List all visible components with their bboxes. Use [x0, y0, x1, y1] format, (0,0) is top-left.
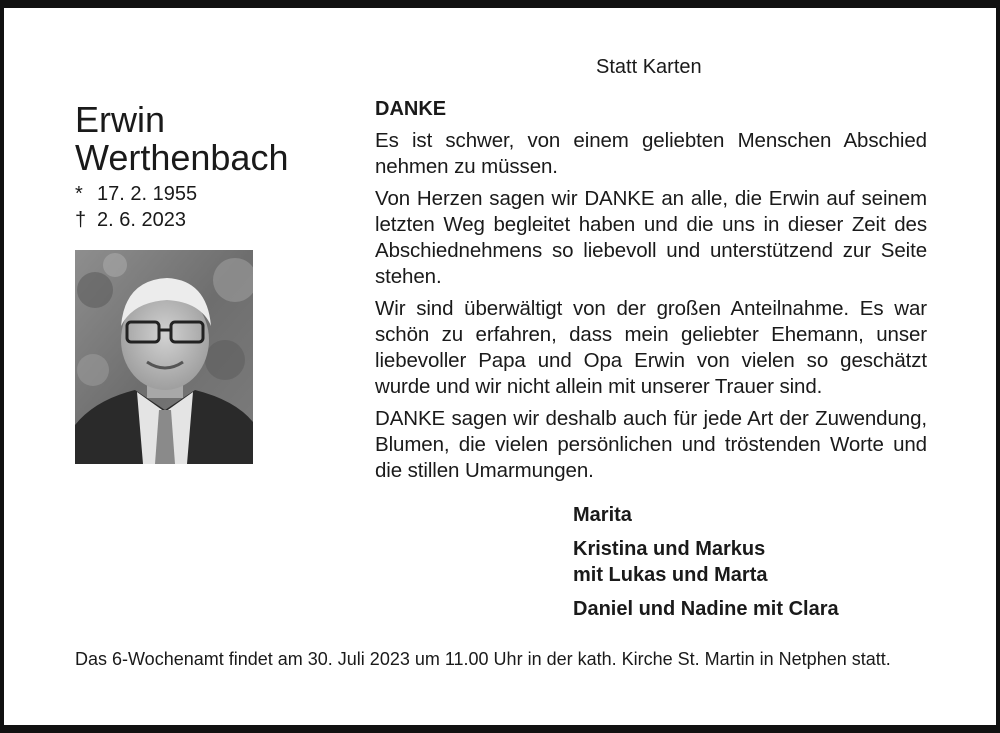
header-note: Statt Karten — [596, 56, 702, 78]
signature-2 — [573, 536, 839, 588]
birth-date: 17. 2. 1955 — [97, 183, 198, 205]
message-column — [375, 96, 927, 490]
last-name: Werthenbach — [75, 137, 289, 178]
life-dates — [75, 181, 197, 233]
message-paragraph: Es ist schwer, von einem geliebten Menschen Abschied nehmen zu müssen. — [375, 129, 927, 178]
death-line — [75, 207, 197, 233]
birth-symbol: * — [75, 183, 83, 205]
deceased-name — [75, 101, 288, 177]
signature-2-line-2: mit Lukas und Marta — [573, 564, 768, 586]
signatures — [573, 502, 839, 630]
message-paragraph: Von Herzen sagen wir DANKE an alle, die Erwin auf seinem letzten Weg begleitet haben und die uns in dieser Zeit des Abschiednehmens so liebevoll und unterstützend zur Seite stehen. — [375, 187, 927, 288]
message-paragraph: DANKE sagen wir deshalb auch für jede Art der Zuwendung, Blumen, die vielen persönlichen und tröstenden Worte und die stillen Umarmungen. — [375, 407, 927, 482]
signature-1: Marita — [573, 504, 632, 526]
first-name: Erwin — [75, 99, 166, 140]
message-heading: DANKE — [375, 98, 447, 120]
cross-icon: † — [75, 209, 87, 231]
portrait-photo — [75, 250, 253, 464]
footer-note: Das 6-Wochenamt findet am 30. Juli 2023 um 11.00 Uhr in der kath. Kirche St. Martin in Netphen statt. — [75, 649, 891, 669]
signature-3: Daniel und Nadine mit Clara — [573, 598, 839, 620]
birth-line — [75, 181, 197, 207]
signature-2-line-1: Kristina und Markus — [573, 538, 766, 560]
message-paragraph: Wir sind überwältigt von der großen Anteilnahme. Es war schön zu erfahren, dass mein geliebter Ehemann, unser liebevoller Papa und Opa Erwin von vielen so geschätzt wurde und wir nicht allein mit unserer Trauer sind. — [375, 297, 927, 398]
death-date: 2. 6. 2023 — [97, 209, 186, 231]
